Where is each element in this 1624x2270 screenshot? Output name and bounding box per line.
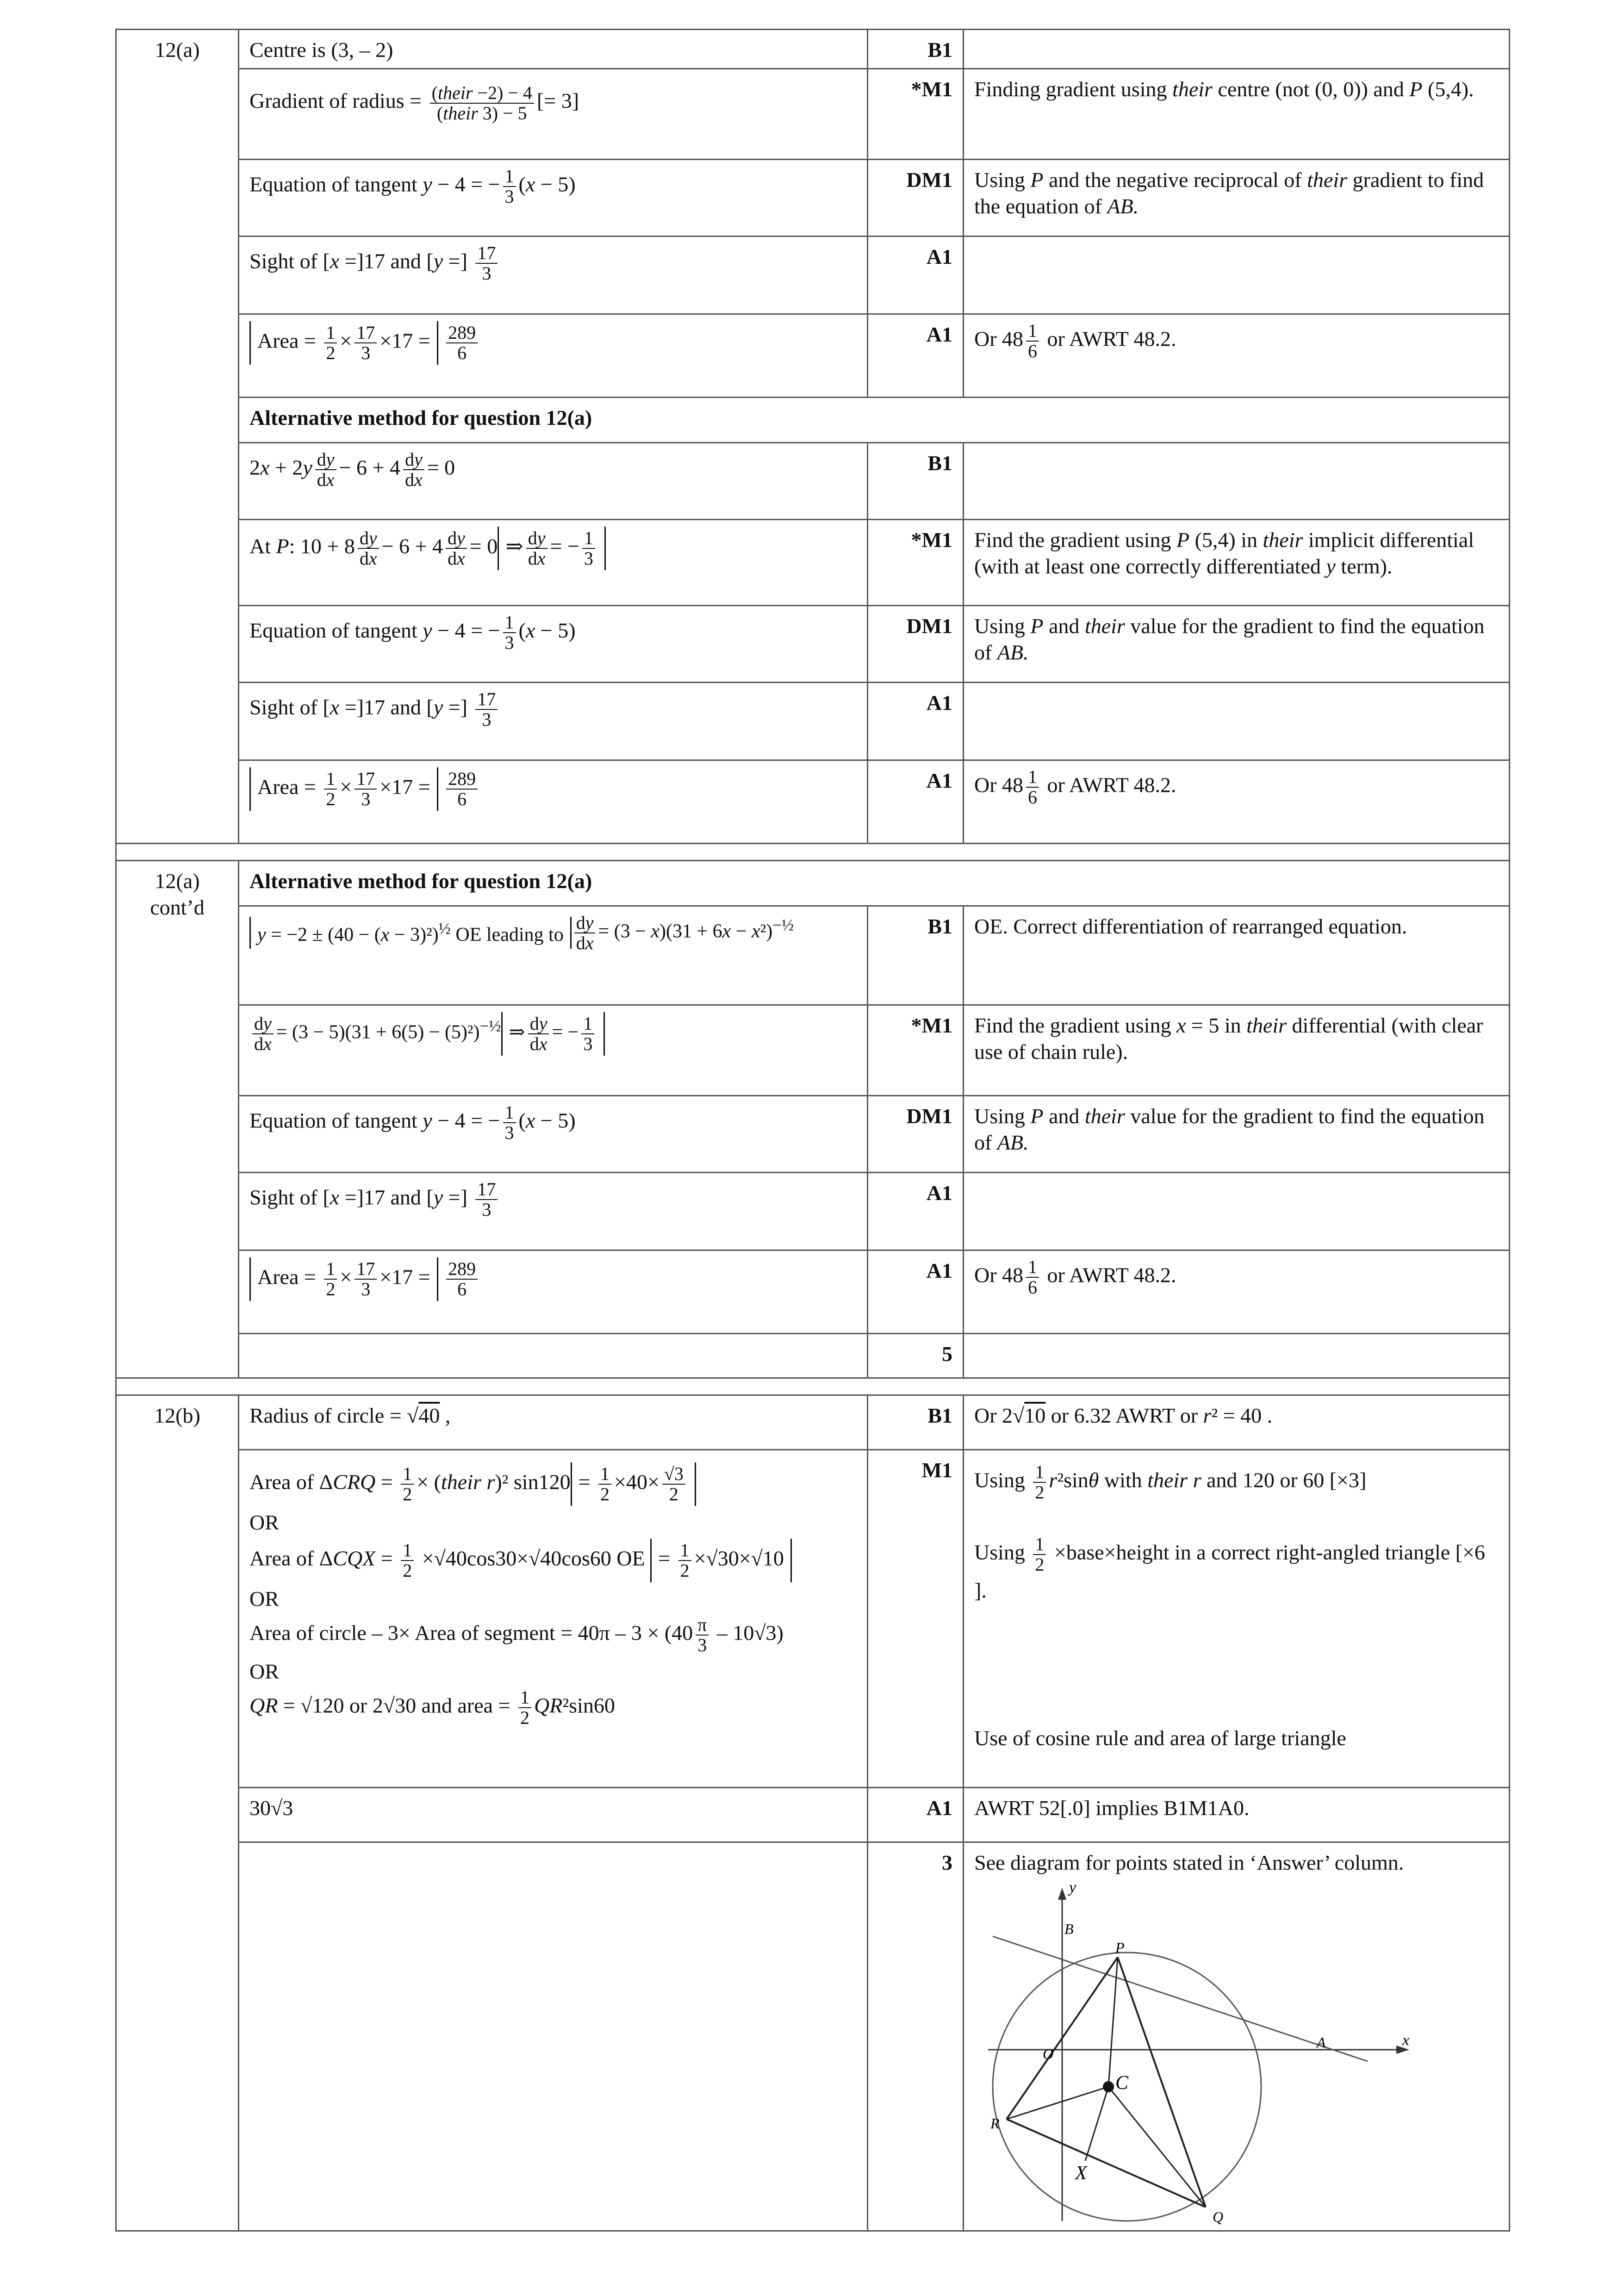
alt-method-heading: Alternative method for question 12(a) (239, 860, 1510, 906)
guidance-line-3: Use of cosine rule and area of large triangle (974, 1726, 1346, 1750)
guidance-cell (964, 682, 1510, 760)
mark-cell: A1 (868, 314, 964, 397)
answer-cell: $y = -2 \pm (40 - (x - 3)^2)^{\frac{1}{2}}$ OE leading to $\frac{dy}{dx}$ = $(3 - x)(31 + 6x - x^2)^{-\frac{1}{2}}$ (239, 906, 868, 1005)
label-x: x (1402, 2032, 1410, 2049)
guidance-cell: Find the gradient using P (5,4) in their implicit differential (with at least one correctly differentiated y term). (964, 519, 1510, 605)
table-row (116, 860, 1510, 906)
answer-cell: Equation of tangent y − 4 = − $\frac{1}{3}$ (x − 5) (239, 1095, 868, 1172)
table-row (116, 906, 1510, 1005)
answer-cell: Sight of [x =]17 and [y =] $\frac{17}{3}$ (239, 682, 868, 760)
mark-cell: M1 (868, 1449, 964, 1787)
guidance-cell (964, 30, 1510, 69)
area-line-4: QR = √120 or 2√30 and area = $\frac{1}{2}$ QR²sin60 (249, 1687, 615, 1729)
mark-cell: B1 (868, 442, 964, 519)
mark-cell: A1 (868, 1172, 964, 1250)
mark-scheme-table (115, 29, 1510, 2232)
answer-cell: $\frac{dy}{dx}$ = $(3 - 5)(31 + 6(5) - (5)^2)^{-\frac{1}{2}}$ ⇒ $\frac{dy}{dx}$ = − $\frac{1}{3}$ (239, 1005, 868, 1095)
guidance-cell: Or 48 $\frac{1}{6}$ or AWRT 48.2. (964, 314, 1510, 397)
table-row (116, 1172, 1510, 1250)
label-y: y (1069, 1879, 1076, 1896)
guidance-line-2: Using $\frac{1}{2}$ ×base×height in a correct right-angled triangle [×6 ]. (974, 1533, 1485, 1602)
or-label: OR (249, 1586, 279, 1611)
table-row (116, 30, 1510, 69)
table-row (116, 68, 1510, 159)
table-row (116, 397, 1510, 442)
diagram-note: See diagram for points stated in ‘Answer’ column. (974, 1850, 1404, 1874)
area-line-2: Area of ΔCQX = $\frac{1}{2}$ ×√40cos30×√40cos60 OE = $\frac{1}{2}$ ×√30×√10 (249, 1539, 857, 1582)
table-row (116, 682, 1510, 760)
answer-cell: Sight of [x =]17 and [y =] $\frac{17}{3}$ (239, 1172, 868, 1250)
or-label: OR (249, 1660, 279, 1684)
guidance-cell: Or 48 $\frac{1}{6}$ or AWRT 48.2. (964, 760, 1510, 843)
mark-cell: A1 (868, 1250, 964, 1333)
table-row (116, 760, 1510, 843)
total-mark-cell: 5 (868, 1333, 964, 1378)
mark-cell: DM1 (868, 159, 964, 236)
question-label: 12(a) cont’d (116, 860, 239, 1378)
mark-cell: *M1 (868, 1005, 964, 1095)
answer-cell: Sight of [x =]17 and [y =] $\frac{17}{3}$ (239, 236, 868, 314)
mark-cell: A1 (868, 1787, 964, 1842)
guidance-cell (964, 236, 1510, 314)
mark-cell: B1 (868, 30, 964, 69)
answer-cell (239, 68, 868, 159)
mark-cell: *M1 (868, 519, 964, 605)
label-C: C (1115, 2072, 1129, 2094)
mark-cell: DM1 (868, 605, 964, 682)
mark-cell: A1 (868, 682, 964, 760)
guidance-cell: Using P and the negative reciprocal of their gradient to find the equation of AB. (964, 159, 1510, 236)
guidance-cell: Or 2√10 or 6.32 AWRT or r² = 40 . (964, 1395, 1510, 1449)
guidance-cell (964, 442, 1510, 519)
question-label: 12(a) (116, 30, 239, 844)
answer-cell: Radius of circle = √40 , (239, 1395, 868, 1449)
table-row (116, 1842, 1510, 2231)
answer-cell (239, 1842, 868, 2231)
guidance-cell: AWRT 52[.0] implies B1M1A0. (964, 1787, 1510, 1842)
answer-cell: 30√3 (239, 1787, 868, 1842)
guidance-cell (964, 1172, 1510, 1250)
table-row (116, 314, 1510, 397)
label-X: X (1075, 2163, 1087, 2184)
table-row (116, 159, 1510, 236)
guidance-cell: OE. Correct differentiation of rearranged equation. (964, 906, 1510, 1005)
table-row (116, 1005, 1510, 1095)
answer-cell (239, 1449, 868, 1787)
label-P: P (1115, 1939, 1125, 1956)
label-Q: Q (1213, 2208, 1224, 2225)
guidance-cell: Finding gradient using their centre (not (0, 0)) and P (5,4). (964, 68, 1510, 159)
mark-cell: DM1 (868, 1095, 964, 1172)
table-row (116, 519, 1510, 605)
question-label: 12(b) (116, 1395, 239, 2231)
answer-cell (239, 1333, 868, 1378)
mark-cell: A1 (868, 760, 964, 843)
guidance-cell (964, 1449, 1510, 1787)
guidance-cell: Using P and their value for the gradient to find the equation of AB. (964, 1095, 1510, 1172)
answer-cell: Equation of tangent y − 4 = − $\frac{1}{3}$ (x − 5) (239, 159, 868, 236)
answer-cell: At P: 10 + 8 $\frac{dy}{dx}$ − 6 + 4 $\frac{dy}{dx}$ = 0 ⇒ $\frac{dy}{dx}$ = − $\frac{1}{3}$ (239, 519, 868, 605)
alt-method-heading: Alternative method for question 12(a) (239, 397, 1510, 442)
answer-cell: Area = $\frac{1}{2}$ × $\frac{17}{3}$ ×17 = $\frac{289}{6}$ (239, 314, 868, 397)
table-row (116, 605, 1510, 682)
label-B: B (1064, 1921, 1074, 1937)
answer-cell: 2x + 2y $\frac{dy}{dx}$ − 6 + 4 $\frac{dy}{dx}$ = 0 (239, 442, 868, 519)
guidance-line-1: Using $\frac{1}{2}$ r²sinθ with their r and 120 or 60 [×3] (974, 1461, 1367, 1503)
label-O: O (1043, 2046, 1054, 2062)
guidance-cell (964, 1842, 1510, 2231)
guidance-cell: Find the gradient using x = 5 in their differential (with clear use of chain rule). (964, 1005, 1510, 1095)
total-mark-cell: 3 (868, 1842, 964, 2231)
label-R: R (990, 2115, 1000, 2132)
area-line-3: Area of circle – 3× Area of segment = 40π – 3 × (40 $\frac{\pi}{3}$ – 10√3) (249, 1614, 784, 1656)
answer-cell: Area = $\frac{1}{2}$ × $\frac{17}{3}$ ×17 = $\frac{289}{6}$ (239, 1250, 868, 1333)
table-row (116, 1250, 1510, 1333)
guidance-cell (964, 1333, 1510, 1378)
mark-cell: *M1 (868, 68, 964, 159)
mark-cell: B1 (868, 1395, 964, 1449)
table-row (116, 1449, 1510, 1787)
table-row (116, 236, 1510, 314)
area-line-1: Area of ΔCRQ = $\frac{1}{2}$ × (their r)² sin120 = $\frac{1}{2}$ ×40× $\frac{√3}{2}$ (249, 1462, 857, 1506)
mark-cell: A1 (868, 236, 964, 314)
guidance-cell: Or 48 $\frac{1}{6}$ or AWRT 48.2. (964, 1250, 1510, 1333)
gradient-radius-text: Gradient of radius = $\frac{\text{(their −2) − 4}}{\text{(their 3) − 5}}$ [= 3] (249, 82, 579, 124)
circle-diagram (974, 1878, 1419, 2226)
table-row (116, 442, 1510, 519)
label-A: A (1317, 2034, 1326, 2051)
table-row (116, 1395, 1510, 1449)
table-row (116, 1095, 1510, 1172)
answer-cell: Equation of tangent y − 4 = − $\frac{1}{3}$ (x − 5) (239, 605, 868, 682)
mark-cell: B1 (868, 906, 964, 1005)
answer-cell: Area = $\frac{1}{2}$ × $\frac{17}{3}$ ×17 = $\frac{289}{6}$ (239, 760, 868, 843)
table-row (116, 1787, 1510, 1842)
or-label: OR (249, 1510, 279, 1534)
answer-cell: Centre is (3, – 2) (239, 30, 868, 69)
table-row (116, 1333, 1510, 1378)
guidance-cell: Using P and their value for the gradient to find the equation of AB. (964, 605, 1510, 682)
